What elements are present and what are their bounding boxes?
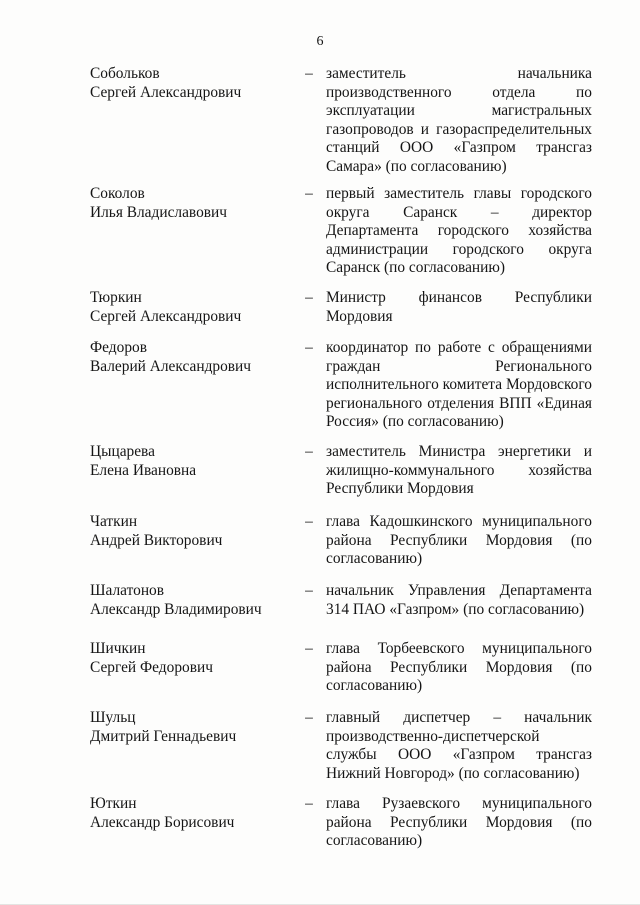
surname: Шалатонов	[90, 582, 165, 599]
surname: Тюркин	[90, 289, 142, 306]
position-description: заместитель начальника производственного отдела по эксплуатации магистральных газопроводов и газораспределительных станций ООО «Газпром трансгаз Самара» (по согласованию)	[326, 65, 592, 175]
given-names: Валерий Александрович	[90, 357, 252, 375]
surname: Чаткин	[90, 513, 138, 530]
person-name	[90, 289, 295, 326]
position-description: Министр финансов Республики Мордовия	[326, 289, 592, 325]
dash-separator: –	[305, 513, 313, 530]
dash-separator: –	[305, 289, 313, 306]
person-name	[90, 185, 295, 222]
person-name	[90, 640, 295, 677]
person-name	[90, 443, 295, 480]
surname: Собольков	[90, 65, 160, 82]
position-description: глава Кадошкинского муниципального района Республики Мордовия (по согласованию)	[326, 513, 592, 568]
position-description: начальник Управления Департамента 314 ПАО «Газпром» (по согласованию)	[326, 582, 592, 618]
given-names: Александр Борисович	[90, 813, 235, 831]
dash-separator: –	[305, 339, 313, 356]
person-name	[90, 795, 295, 832]
position-description: глава Торбеевского муниципального района Республики Мордовия (по согласованию)	[326, 640, 592, 695]
given-names: Александр Владимирович	[90, 600, 262, 618]
dash-separator: –	[305, 65, 313, 82]
position-description: глава Рузаевского муниципального района Республики Мордовия (по согласованию)	[326, 795, 592, 850]
dash-separator: –	[305, 185, 313, 202]
given-names: Сергей Александрович	[90, 83, 242, 101]
dash-separator: –	[305, 795, 313, 812]
given-names: Сергей Федорович	[90, 658, 213, 676]
given-names: Сергей Александрович	[90, 307, 242, 325]
person-name	[90, 582, 295, 619]
surname: Шульц	[90, 709, 136, 726]
person-name	[90, 65, 295, 102]
surname: Федоров	[90, 339, 147, 356]
person-name	[90, 339, 295, 376]
given-names: Дмитрий Геннадьевич	[90, 727, 237, 745]
position-description: заместитель Министра энергетики и жилищно-коммунального хозяйства Республики Мордовия	[326, 443, 592, 498]
surname: Соколов	[90, 185, 145, 202]
person-name	[90, 709, 295, 746]
dash-separator: –	[305, 640, 313, 657]
position-description: главный диспетчер – начальник производственно-диспетчерской службы ООО «Газпром трансгаз Нижний Новгород» (по согласованию)	[326, 709, 592, 782]
given-names: Илья Владиславович	[90, 203, 228, 221]
surname: Юткин	[90, 795, 137, 812]
page-number: 6	[316, 34, 324, 49]
position-description: первый заместитель главы городского округа Саранск – директор Департамента городского хозяйства администрации городского округа Саранск (по согласованию)	[326, 185, 592, 277]
given-names: Елена Ивановна	[90, 461, 197, 479]
dash-separator: –	[305, 582, 313, 599]
surname: Цыцарева	[90, 443, 155, 460]
person-name	[90, 513, 295, 550]
given-names: Андрей Викторович	[90, 531, 223, 549]
surname: Шичкин	[90, 640, 146, 657]
position-description: координатор по работе с обращениями граждан Регионального исполнительного комитета Мордовского регионального отделения ВПП «Единая Россия» (по согласованию)	[326, 339, 592, 431]
dash-separator: –	[305, 443, 313, 460]
dash-separator: –	[305, 709, 313, 726]
